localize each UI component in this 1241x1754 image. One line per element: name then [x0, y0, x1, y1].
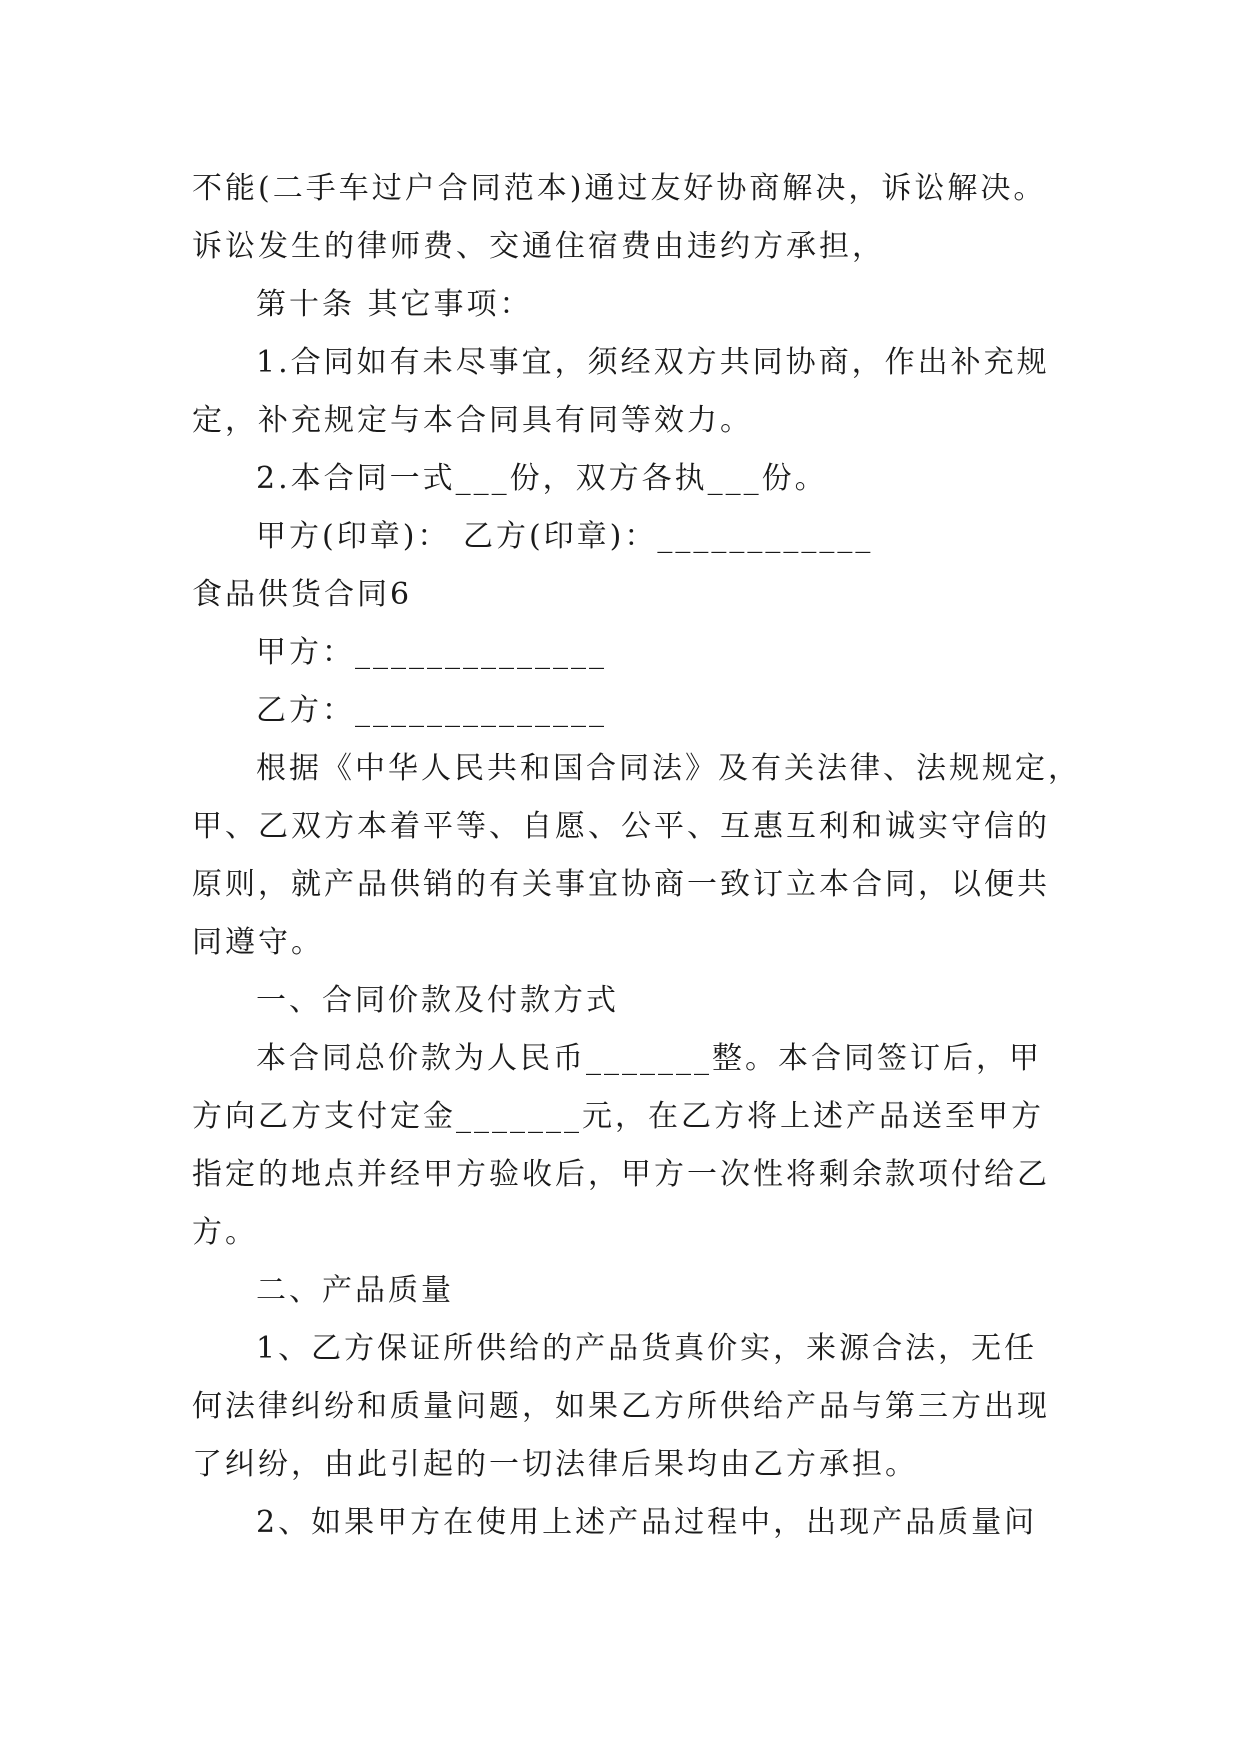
section-heading: 第十条 其它事项： — [256, 287, 533, 322]
text-line: 方向乙方支付定金_______元，在乙方将上述产品送至甲方 — [192, 1099, 1044, 1134]
text-line: 甲、乙双方本着平等、自愿、公平、互惠互利和诚实守信的 — [192, 809, 1050, 844]
text-line: 指定的地点并经甲方验收后，甲方一次性将剩余款项付给乙 — [192, 1157, 1050, 1192]
text-line: 原则，就产品供销的有关事宜协商一致订立本合同，以便共 — [192, 867, 1050, 902]
text-line: 本合同总价款为人民币_______整。本合同签订后，甲 — [256, 1041, 1042, 1076]
text-line: 方。 — [192, 1215, 258, 1250]
text-line: 2.本合同一式___份，双方各执___份。 — [256, 461, 828, 496]
party-b-field: 乙方：______________ — [256, 693, 607, 728]
contract-title: 食品供货合同6 — [192, 577, 413, 612]
text-line: 同遵守。 — [192, 925, 324, 960]
text-line: 1、乙方保证所供给的产品货真价实，来源合法，无任 — [256, 1331, 1038, 1366]
text-line: 1.合同如有未尽事宜，须经双方共同协商，作出补充规 — [256, 345, 1050, 380]
section-heading: 二、产品质量 — [256, 1273, 454, 1308]
text-line: 定，补充规定与本合同具有同等效力。 — [192, 403, 753, 438]
text-line: 2、如果甲方在使用上述产品过程中，出现产品质量问 — [256, 1505, 1038, 1540]
section-heading: 一、合同价款及付款方式 — [256, 983, 619, 1018]
document-body — [192, 160, 1081, 1552]
text-line: 何法律纠纷和质量问题，如果乙方所供给产品与第三方出现 — [192, 1389, 1050, 1424]
text-line: 诉讼发生的律师费、交通住宿费由违约方承担， — [192, 229, 885, 264]
signature-line: 甲方(印章)： 乙方(印章)：____________ — [256, 519, 874, 554]
text-line: 不能(二手车过户合同范本)通过友好协商解决，诉讼解决。 — [192, 171, 1047, 206]
text-line: 了纠纷，由此引起的一切法律后果均由乙方承担。 — [192, 1447, 918, 1482]
party-a-field: 甲方：______________ — [256, 635, 607, 670]
text-line: 根据《中华人民共和国合同法》及有关法律、法规规定， — [256, 751, 1081, 786]
